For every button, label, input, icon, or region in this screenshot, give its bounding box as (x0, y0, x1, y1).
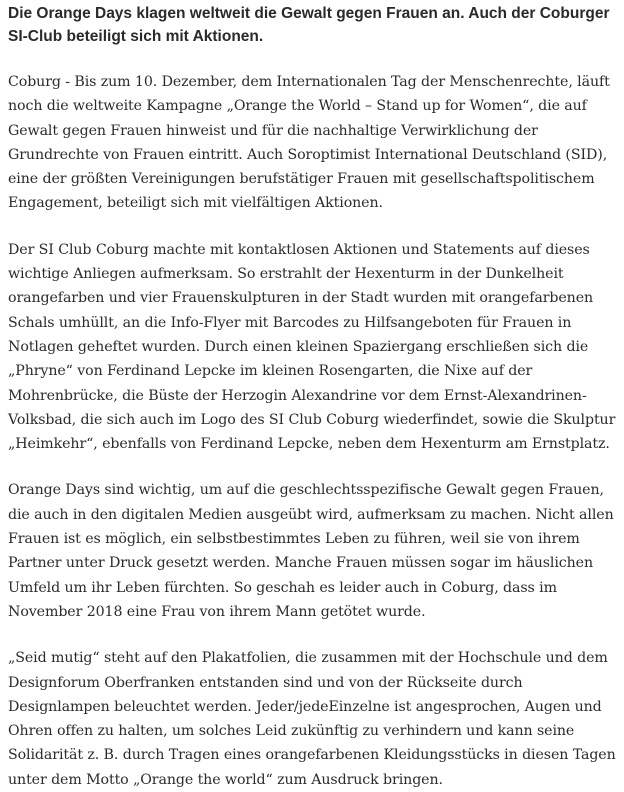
article-paragraph: Orange Days sind wichtig, um auf die geschlechtsspezifische Gewalt gegen Frauen, die auch in den digitalen Medien ausgeübt wird, aufmerksam zu machen. Nicht allen Frauen ist es möglich, ein selbstbestimmtes Leben zu führen, weil sie von ihrem Partner unter Druck gesetzt werden. Manche Frauen müssen sogar im häuslichen Umfeld um ihr Leben fürchten. So geschah es leider auch in Coburg, dass im November 2018 eine Frau von ihrem Mann getötet wurde. (8, 482, 614, 620)
article-lead: Die Orange Days klagen weltweit die Gewalt gegen Frauen an. Auch der Coburger SI-Club beteiligt sich mit Aktionen. (8, 5, 610, 45)
article-paragraph: Der SI Club Coburg machte mit kontaktlosen Aktionen und Statements auf dieses wichtige Anliegen aufmerksam. So erstrahlt der Hexenturm in der Dunkelheit orangefarben und vier Frauenskulpturen in der Stadt wurden mit orangefarbenen Schals umhüllt, an die Info-Flyer mit Barcodes zu Hilfsangeboten für Frauen in Notlagen geheftet wurden. Durch einen kleinen Spaziergang erschließen sich die „Phryne“ von Ferdinand Lepcke im kleinen Rosengarten, die Nixe auf der Mohrenbrücke, die Büste der Herzogin Alexandrine vor dem Ernst-Alexandrinen-Volksbad, die sich auch im Logo des SI Club Coburg wiederfindet, sowie die Skulptur „Heimkehr“, ebenfalls von Ferdinand Lepcke, neben dem Hexenturm am Ernstplatz. (8, 241, 616, 453)
article-paragraph: „Seid mutig“ steht auf den Plakatfolien, die zusammen mit der Hochschule und dem Designforum Oberfranken entstanden sind und von der Rückseite durch Designlampen beleuchtet werden. Jeder/jedeEinzelne ist angesprochen, Augen und Ohren offen zu halten, um solches Leid zukünftig zu verhindern und kann seine Solidarität z. B. durch Tragen eines orangefarbenen Kleidungsstücks in diesen Tagen unter dem Motto „Orange the world“ zum Ausdruck bringen. (8, 650, 616, 788)
article-paragraph: Coburg - Bis zum 10. Dezember, dem Internationalen Tag der Menschenrechte, läuft noch die weltweite Kampagne „Orange the World – Stand up for Women“, die auf Gewalt gegen Frauen hinweist und für die nachhaltige Verwirklichung der Grundrechte von Frauen eintritt. Auch Soroptimist International Deutschland (SID), eine der größten Vereinigungen berufstätiger Frauen mit gesellschaftspolitischem Engagement, beteiligt sich mit vielfältigen Aktionen. (8, 74, 610, 212)
